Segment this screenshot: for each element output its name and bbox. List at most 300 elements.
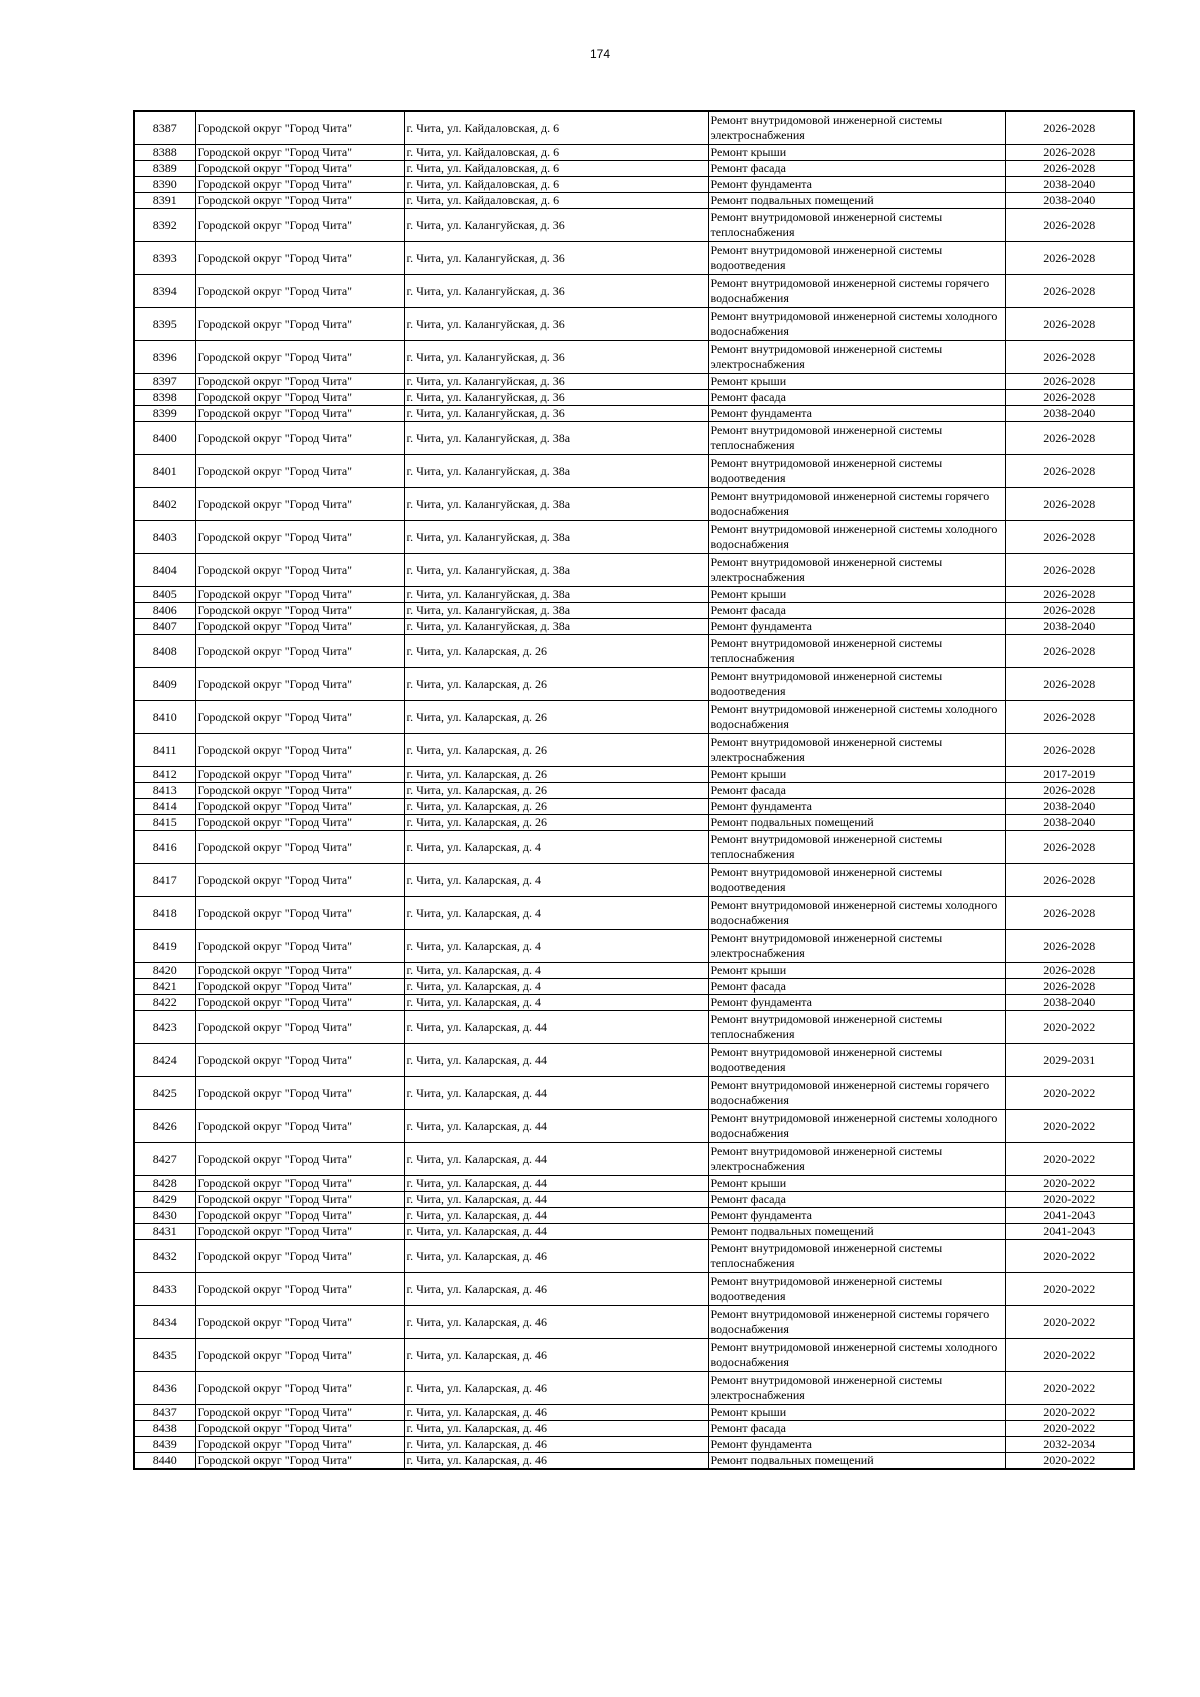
- table-row: [134, 521, 1134, 554]
- cell-work-type: Ремонт внутридомовой инженерной системы холодного водоснабжения: [708, 1110, 1005, 1143]
- cell-period: 2026-2028: [1005, 554, 1134, 587]
- cell-row-number: 8402: [134, 488, 195, 521]
- cell-address: г. Чита, ул. Каларская, д. 44: [404, 1192, 708, 1208]
- table-row: [134, 341, 1134, 374]
- cell-work-type: Ремонт внутридомовой инженерной системы водоотведения: [708, 1044, 1005, 1077]
- cell-row-number: 8440: [134, 1453, 195, 1470]
- table-row: [134, 963, 1134, 979]
- cell-work-type: Ремонт внутридомовой инженерной системы электроснабжения: [708, 930, 1005, 963]
- cell-row-number: 8415: [134, 815, 195, 831]
- cell-row-number: 8390: [134, 177, 195, 193]
- cell-address: г. Чита, ул. Каларская, д. 26: [404, 668, 708, 701]
- cell-address: г. Чита, ул. Каларская, д. 44: [404, 1077, 708, 1110]
- table-row: [134, 1011, 1134, 1044]
- cell-period: 2020-2022: [1005, 1339, 1134, 1372]
- cell-row-number: 8422: [134, 995, 195, 1011]
- cell-municipality: Городской округ "Город Чита": [195, 831, 404, 864]
- cell-period: 2026-2028: [1005, 488, 1134, 521]
- cell-row-number: 8432: [134, 1240, 195, 1273]
- cell-row-number: 8427: [134, 1143, 195, 1176]
- cell-municipality: Городской округ "Город Чита": [195, 209, 404, 242]
- cell-work-type: Ремонт внутридомовой инженерной системы теплоснабжения: [708, 1011, 1005, 1044]
- cell-row-number: 8391: [134, 193, 195, 209]
- cell-row-number: 8421: [134, 979, 195, 995]
- cell-municipality: Городской округ "Город Чита": [195, 161, 404, 177]
- table-row: [134, 308, 1134, 341]
- table-row: [134, 619, 1134, 635]
- cell-work-type: Ремонт подвальных помещений: [708, 1453, 1005, 1470]
- cell-municipality: Городской округ "Город Чита": [195, 897, 404, 930]
- table-row: [134, 390, 1134, 406]
- cell-work-type: Ремонт фундамента: [708, 799, 1005, 815]
- cell-address: г. Чита, ул. Каларская, д. 4: [404, 963, 708, 979]
- cell-period: 2026-2028: [1005, 111, 1134, 145]
- cell-work-type: Ремонт крыши: [708, 963, 1005, 979]
- table-row: [134, 864, 1134, 897]
- table-row: [134, 1306, 1134, 1339]
- cell-period: 2020-2022: [1005, 1077, 1134, 1110]
- cell-municipality: Городской округ "Город Чита": [195, 275, 404, 308]
- cell-work-type: Ремонт фасада: [708, 161, 1005, 177]
- cell-address: г. Чита, ул. Каларская, д. 46: [404, 1306, 708, 1339]
- cell-municipality: Городской округ "Город Чита": [195, 406, 404, 422]
- cell-row-number: 8423: [134, 1011, 195, 1044]
- cell-period: 2026-2028: [1005, 783, 1134, 799]
- cell-address: г. Чита, ул. Калангуйская, д. 36: [404, 390, 708, 406]
- cell-work-type: Ремонт фундамента: [708, 1437, 1005, 1453]
- table-row: [134, 1421, 1134, 1437]
- cell-row-number: 8429: [134, 1192, 195, 1208]
- cell-work-type: Ремонт внутридомовой инженерной системы холодного водоснабжения: [708, 1339, 1005, 1372]
- cell-row-number: 8394: [134, 275, 195, 308]
- table-row: [134, 554, 1134, 587]
- table-row: [134, 603, 1134, 619]
- table-row: [134, 1273, 1134, 1306]
- cell-row-number: 8393: [134, 242, 195, 275]
- cell-period: 2026-2028: [1005, 897, 1134, 930]
- cell-period: 2020-2022: [1005, 1192, 1134, 1208]
- table-row: [134, 799, 1134, 815]
- cell-row-number: 8434: [134, 1306, 195, 1339]
- table-row: [134, 1405, 1134, 1421]
- cell-address: г. Чита, ул. Каларская, д. 4: [404, 831, 708, 864]
- cell-row-number: 8411: [134, 734, 195, 767]
- cell-municipality: Городской округ "Город Чита": [195, 864, 404, 897]
- cell-period: 2041-2043: [1005, 1208, 1134, 1224]
- cell-address: г. Чита, ул. Каларская, д. 46: [404, 1273, 708, 1306]
- cell-municipality: Городской округ "Город Чита": [195, 1372, 404, 1405]
- cell-municipality: Городской округ "Город Чита": [195, 1273, 404, 1306]
- cell-row-number: 8404: [134, 554, 195, 587]
- cell-period: 2038-2040: [1005, 177, 1134, 193]
- table-row: [134, 209, 1134, 242]
- cell-row-number: 8428: [134, 1176, 195, 1192]
- cell-municipality: Городской округ "Город Чита": [195, 488, 404, 521]
- cell-work-type: Ремонт внутридомовой инженерной системы теплоснабжения: [708, 209, 1005, 242]
- cell-municipality: Городской округ "Город Чита": [195, 1011, 404, 1044]
- cell-row-number: 8439: [134, 1437, 195, 1453]
- cell-address: г. Чита, ул. Калангуйская, д. 38а: [404, 619, 708, 635]
- cell-municipality: Городской округ "Город Чита": [195, 603, 404, 619]
- cell-address: г. Чита, ул. Калангуйская, д. 38а: [404, 554, 708, 587]
- cell-row-number: 8401: [134, 455, 195, 488]
- table-row: [134, 455, 1134, 488]
- cell-municipality: Городской округ "Город Чита": [195, 1192, 404, 1208]
- cell-row-number: 8424: [134, 1044, 195, 1077]
- cell-address: г. Чита, ул. Калангуйская, д. 38а: [404, 488, 708, 521]
- cell-address: г. Чита, ул. Калангуйская, д. 38а: [404, 422, 708, 455]
- cell-work-type: Ремонт подвальных помещений: [708, 193, 1005, 209]
- cell-row-number: 8417: [134, 864, 195, 897]
- cell-work-type: Ремонт внутридомовой инженерной системы водоотведения: [708, 864, 1005, 897]
- cell-row-number: 8413: [134, 783, 195, 799]
- cell-municipality: Городской округ "Город Чита": [195, 1077, 404, 1110]
- cell-address: г. Чита, ул. Каларская, д. 44: [404, 1224, 708, 1240]
- cell-address: г. Чита, ул. Калангуйская, д. 36: [404, 308, 708, 341]
- cell-period: 2026-2028: [1005, 242, 1134, 275]
- cell-municipality: Городской округ "Город Чита": [195, 1453, 404, 1470]
- table-row: [134, 930, 1134, 963]
- table-row: [134, 783, 1134, 799]
- cell-work-type: Ремонт крыши: [708, 374, 1005, 390]
- cell-address: г. Чита, ул. Калангуйская, д. 38а: [404, 603, 708, 619]
- cell-period: 2038-2040: [1005, 406, 1134, 422]
- cell-work-type: Ремонт фасада: [708, 603, 1005, 619]
- cell-address: г. Чита, ул. Каларская, д. 26: [404, 815, 708, 831]
- cell-municipality: Городской округ "Город Чита": [195, 177, 404, 193]
- cell-period: 2026-2028: [1005, 734, 1134, 767]
- cell-municipality: Городской округ "Город Чита": [195, 1405, 404, 1421]
- table-row: [134, 422, 1134, 455]
- cell-work-type: Ремонт внутридомовой инженерной системы водоотведения: [708, 242, 1005, 275]
- cell-row-number: 8389: [134, 161, 195, 177]
- cell-address: г. Чита, ул. Каларская, д. 46: [404, 1339, 708, 1372]
- cell-period: 2026-2028: [1005, 963, 1134, 979]
- cell-work-type: Ремонт внутридомовой инженерной системы водоотведения: [708, 668, 1005, 701]
- cell-period: 2026-2028: [1005, 209, 1134, 242]
- cell-municipality: Городской округ "Город Чита": [195, 930, 404, 963]
- cell-work-type: Ремонт внутридомовой инженерной системы электроснабжения: [708, 1143, 1005, 1176]
- cell-row-number: 8437: [134, 1405, 195, 1421]
- cell-municipality: Городской округ "Город Чита": [195, 1240, 404, 1273]
- cell-work-type: Ремонт внутридомовой инженерной системы теплоснабжения: [708, 1240, 1005, 1273]
- cell-municipality: Городской округ "Город Чита": [195, 963, 404, 979]
- cell-row-number: 8410: [134, 701, 195, 734]
- cell-municipality: Городской округ "Город Чита": [195, 668, 404, 701]
- cell-municipality: Городской округ "Город Чита": [195, 341, 404, 374]
- cell-period: 2020-2022: [1005, 1405, 1134, 1421]
- cell-work-type: Ремонт внутридомовой инженерной системы электроснабжения: [708, 111, 1005, 145]
- cell-row-number: 8412: [134, 767, 195, 783]
- cell-address: г. Чита, ул. Каларская, д. 26: [404, 783, 708, 799]
- cell-row-number: 8414: [134, 799, 195, 815]
- table-row: [134, 1372, 1134, 1405]
- table-row: [134, 1077, 1134, 1110]
- cell-work-type: Ремонт фасада: [708, 1192, 1005, 1208]
- cell-municipality: Городской округ "Город Чита": [195, 1437, 404, 1453]
- table-row: [134, 831, 1134, 864]
- cell-period: 2020-2022: [1005, 1421, 1134, 1437]
- cell-period: 2038-2040: [1005, 619, 1134, 635]
- cell-municipality: Городской округ "Город Чита": [195, 1306, 404, 1339]
- cell-work-type: Ремонт внутридомовой инженерной системы горячего водоснабжения: [708, 275, 1005, 308]
- cell-address: г. Чита, ул. Кайдаловская, д. 6: [404, 111, 708, 145]
- cell-municipality: Городской округ "Город Чита": [195, 1339, 404, 1372]
- cell-row-number: 8409: [134, 668, 195, 701]
- cell-row-number: 8420: [134, 963, 195, 979]
- cell-period: 2038-2040: [1005, 799, 1134, 815]
- cell-row-number: 8430: [134, 1208, 195, 1224]
- cell-address: г. Чита, ул. Каларская, д. 4: [404, 979, 708, 995]
- table-row: [134, 177, 1134, 193]
- table-row: [134, 406, 1134, 422]
- cell-work-type: Ремонт внутридомовой инженерной системы электроснабжения: [708, 554, 1005, 587]
- cell-work-type: Ремонт внутридомовой инженерной системы горячего водоснабжения: [708, 1306, 1005, 1339]
- table-row: [134, 1453, 1134, 1470]
- cell-period: 2020-2022: [1005, 1372, 1134, 1405]
- cell-work-type: Ремонт внутридомовой инженерной системы электроснабжения: [708, 1372, 1005, 1405]
- cell-address: г. Чита, ул. Каларская, д. 44: [404, 1110, 708, 1143]
- cell-address: г. Чита, ул. Каларская, д. 46: [404, 1372, 708, 1405]
- cell-address: г. Чита, ул. Калангуйская, д. 36: [404, 374, 708, 390]
- cell-work-type: Ремонт крыши: [708, 145, 1005, 161]
- cell-period: 2020-2022: [1005, 1453, 1134, 1470]
- cell-municipality: Городской округ "Город Чита": [195, 1421, 404, 1437]
- cell-row-number: 8388: [134, 145, 195, 161]
- cell-work-type: Ремонт внутридомовой инженерной системы электроснабжения: [708, 734, 1005, 767]
- cell-work-type: Ремонт внутридомовой инженерной системы холодного водоснабжения: [708, 897, 1005, 930]
- cell-row-number: 8395: [134, 308, 195, 341]
- cell-period: 2026-2028: [1005, 603, 1134, 619]
- cell-work-type: Ремонт крыши: [708, 587, 1005, 603]
- table-row: [134, 815, 1134, 831]
- cell-period: 2041-2043: [1005, 1224, 1134, 1240]
- table-row: [134, 635, 1134, 668]
- cell-address: г. Чита, ул. Каларская, д. 4: [404, 897, 708, 930]
- cell-period: 2029-2031: [1005, 1044, 1134, 1077]
- cell-municipality: Городской округ "Город Чита": [195, 422, 404, 455]
- cell-row-number: 8435: [134, 1339, 195, 1372]
- cell-row-number: 8416: [134, 831, 195, 864]
- cell-row-number: 8400: [134, 422, 195, 455]
- cell-row-number: 8438: [134, 1421, 195, 1437]
- cell-row-number: 8396: [134, 341, 195, 374]
- cell-address: г. Чита, ул. Калангуйская, д. 36: [404, 209, 708, 242]
- cell-row-number: 8431: [134, 1224, 195, 1240]
- table-row: [134, 668, 1134, 701]
- cell-row-number: 8433: [134, 1273, 195, 1306]
- cell-municipality: Городской округ "Город Чита": [195, 979, 404, 995]
- cell-address: г. Чита, ул. Каларская, д. 26: [404, 799, 708, 815]
- cell-address: г. Чита, ул. Каларская, д. 46: [404, 1240, 708, 1273]
- cell-period: 2032-2034: [1005, 1437, 1134, 1453]
- cell-municipality: Городской округ "Город Чита": [195, 374, 404, 390]
- cell-period: 2038-2040: [1005, 815, 1134, 831]
- cell-period: 2026-2028: [1005, 521, 1134, 554]
- cell-work-type: Ремонт фасада: [708, 783, 1005, 799]
- table-row: [134, 1339, 1134, 1372]
- cell-row-number: 8398: [134, 390, 195, 406]
- cell-row-number: 8407: [134, 619, 195, 635]
- cell-address: г. Чита, ул. Каларская, д. 46: [404, 1421, 708, 1437]
- table-row: [134, 587, 1134, 603]
- cell-row-number: 8406: [134, 603, 195, 619]
- cell-period: 2026-2028: [1005, 374, 1134, 390]
- cell-period: 2020-2022: [1005, 1176, 1134, 1192]
- cell-period: 2026-2028: [1005, 864, 1134, 897]
- table-row: [134, 979, 1134, 995]
- table-row: [134, 488, 1134, 521]
- cell-address: г. Чита, ул. Каларская, д. 46: [404, 1405, 708, 1421]
- cell-address: г. Чита, ул. Кайдаловская, д. 6: [404, 193, 708, 209]
- cell-municipality: Городской округ "Город Чита": [195, 554, 404, 587]
- table-row: [134, 1176, 1134, 1192]
- cell-municipality: Городской округ "Город Чита": [195, 1110, 404, 1143]
- cell-address: г. Чита, ул. Кайдаловская, д. 6: [404, 145, 708, 161]
- cell-municipality: Городской округ "Город Чита": [195, 455, 404, 488]
- cell-work-type: Ремонт внутридомовой инженерной системы горячего водоснабжения: [708, 1077, 1005, 1110]
- cell-row-number: 8418: [134, 897, 195, 930]
- cell-row-number: 8387: [134, 111, 195, 145]
- cell-period: 2020-2022: [1005, 1240, 1134, 1273]
- table-row: [134, 734, 1134, 767]
- cell-address: г. Чита, ул. Калангуйская, д. 38а: [404, 455, 708, 488]
- table-row: [134, 1224, 1134, 1240]
- cell-row-number: 8426: [134, 1110, 195, 1143]
- cell-work-type: Ремонт внутридомовой инженерной системы горячего водоснабжения: [708, 488, 1005, 521]
- cell-work-type: Ремонт фундамента: [708, 995, 1005, 1011]
- table-row: [134, 374, 1134, 390]
- cell-period: 2020-2022: [1005, 1110, 1134, 1143]
- table-row: [134, 701, 1134, 734]
- cell-address: г. Чита, ул. Кайдаловская, д. 6: [404, 161, 708, 177]
- cell-period: 2026-2028: [1005, 422, 1134, 455]
- cell-row-number: 8392: [134, 209, 195, 242]
- cell-work-type: Ремонт фундамента: [708, 1208, 1005, 1224]
- cell-address: г. Чита, ул. Каларская, д. 44: [404, 1044, 708, 1077]
- cell-address: г. Чита, ул. Калангуйская, д. 36: [404, 406, 708, 422]
- cell-period: 2020-2022: [1005, 1273, 1134, 1306]
- cell-work-type: Ремонт крыши: [708, 1176, 1005, 1192]
- cell-work-type: Ремонт фасада: [708, 979, 1005, 995]
- cell-address: г. Чита, ул. Каларская, д. 26: [404, 767, 708, 783]
- cell-municipality: Городской округ "Город Чита": [195, 619, 404, 635]
- cell-period: 2026-2028: [1005, 308, 1134, 341]
- cell-work-type: Ремонт подвальных помещений: [708, 1224, 1005, 1240]
- table-row: [134, 1208, 1134, 1224]
- cell-municipality: Городской округ "Город Чита": [195, 799, 404, 815]
- cell-period: 2020-2022: [1005, 1306, 1134, 1339]
- cell-address: г. Чита, ул. Калангуйская, д. 38а: [404, 587, 708, 603]
- table-row: [134, 242, 1134, 275]
- cell-work-type: Ремонт крыши: [708, 1405, 1005, 1421]
- cell-row-number: 8403: [134, 521, 195, 554]
- cell-row-number: 8408: [134, 635, 195, 668]
- cell-period: 2026-2028: [1005, 930, 1134, 963]
- table-row: [134, 161, 1134, 177]
- cell-municipality: Городской округ "Город Чита": [195, 995, 404, 1011]
- cell-address: г. Чита, ул. Каларская, д. 46: [404, 1437, 708, 1453]
- cell-address: г. Чита, ул. Каларская, д. 46: [404, 1453, 708, 1470]
- cell-period: 2026-2028: [1005, 455, 1134, 488]
- cell-address: г. Чита, ул. Каларская, д. 44: [404, 1011, 708, 1044]
- cell-period: 2026-2028: [1005, 341, 1134, 374]
- table-row: [134, 767, 1134, 783]
- cell-period: 2026-2028: [1005, 390, 1134, 406]
- cell-address: г. Чита, ул. Каларская, д. 44: [404, 1208, 708, 1224]
- cell-work-type: Ремонт фундамента: [708, 177, 1005, 193]
- cell-period: 2026-2028: [1005, 145, 1134, 161]
- cell-work-type: Ремонт внутридомовой инженерной системы холодного водоснабжения: [708, 308, 1005, 341]
- cell-municipality: Городской округ "Город Чита": [195, 242, 404, 275]
- cell-period: 2020-2022: [1005, 1143, 1134, 1176]
- cell-municipality: Городской округ "Город Чита": [195, 767, 404, 783]
- table-row: [134, 275, 1134, 308]
- table-row: [134, 1192, 1134, 1208]
- cell-municipality: Городской округ "Город Чита": [195, 635, 404, 668]
- cell-municipality: Городской округ "Город Чита": [195, 1176, 404, 1192]
- cell-address: г. Чита, ул. Каларская, д. 4: [404, 995, 708, 1011]
- cell-address: г. Чита, ул. Каларская, д. 44: [404, 1143, 708, 1176]
- cell-period: 2038-2040: [1005, 995, 1134, 1011]
- cell-work-type: Ремонт фундамента: [708, 406, 1005, 422]
- cell-work-type: Ремонт фасада: [708, 390, 1005, 406]
- cell-row-number: 8425: [134, 1077, 195, 1110]
- cell-period: 2026-2028: [1005, 587, 1134, 603]
- cell-municipality: Городской округ "Город Чита": [195, 1224, 404, 1240]
- table-row: [134, 1437, 1134, 1453]
- table-body: [134, 111, 1134, 1469]
- cell-municipality: Городской округ "Город Чита": [195, 1143, 404, 1176]
- cell-municipality: Городской округ "Город Чита": [195, 734, 404, 767]
- cell-period: 2026-2028: [1005, 635, 1134, 668]
- cell-address: г. Чита, ул. Каларская, д. 26: [404, 734, 708, 767]
- cell-row-number: 8397: [134, 374, 195, 390]
- cell-municipality: Городской округ "Город Чита": [195, 1208, 404, 1224]
- cell-period: 2026-2028: [1005, 161, 1134, 177]
- cell-period: 2020-2022: [1005, 1011, 1134, 1044]
- cell-address: г. Чита, ул. Калангуйская, д. 36: [404, 275, 708, 308]
- cell-municipality: Городской округ "Город Чита": [195, 783, 404, 799]
- cell-period: 2026-2028: [1005, 701, 1134, 734]
- cell-work-type: Ремонт крыши: [708, 767, 1005, 783]
- cell-work-type: Ремонт внутридомовой инженерной системы холодного водоснабжения: [708, 701, 1005, 734]
- cell-period: 2038-2040: [1005, 193, 1134, 209]
- cell-work-type: Ремонт внутридомовой инженерной системы водоотведения: [708, 455, 1005, 488]
- table-row: [134, 145, 1134, 161]
- cell-work-type: Ремонт внутридомовой инженерной системы теплоснабжения: [708, 422, 1005, 455]
- cell-period: 2017-2019: [1005, 767, 1134, 783]
- cell-period: 2026-2028: [1005, 979, 1134, 995]
- cell-period: 2026-2028: [1005, 275, 1134, 308]
- cell-municipality: Городской округ "Город Чита": [195, 308, 404, 341]
- cell-municipality: Городской округ "Город Чита": [195, 587, 404, 603]
- cell-work-type: Ремонт внутридомовой инженерной системы водоотведения: [708, 1273, 1005, 1306]
- cell-address: г. Чита, ул. Каларская, д. 26: [404, 635, 708, 668]
- cell-address: г. Чита, ул. Кайдаловская, д. 6: [404, 177, 708, 193]
- cell-work-type: Ремонт подвальных помещений: [708, 815, 1005, 831]
- table-row: [134, 1143, 1134, 1176]
- cell-address: г. Чита, ул. Калангуйская, д. 38а: [404, 521, 708, 554]
- cell-address: г. Чита, ул. Калангуйская, д. 36: [404, 341, 708, 374]
- table-row: [134, 1110, 1134, 1143]
- cell-municipality: Городской округ "Город Чита": [195, 145, 404, 161]
- table-row: [134, 193, 1134, 209]
- cell-period: 2026-2028: [1005, 831, 1134, 864]
- cell-work-type: Ремонт фундамента: [708, 619, 1005, 635]
- cell-row-number: 8419: [134, 930, 195, 963]
- cell-address: г. Чита, ул. Каларская, д. 4: [404, 864, 708, 897]
